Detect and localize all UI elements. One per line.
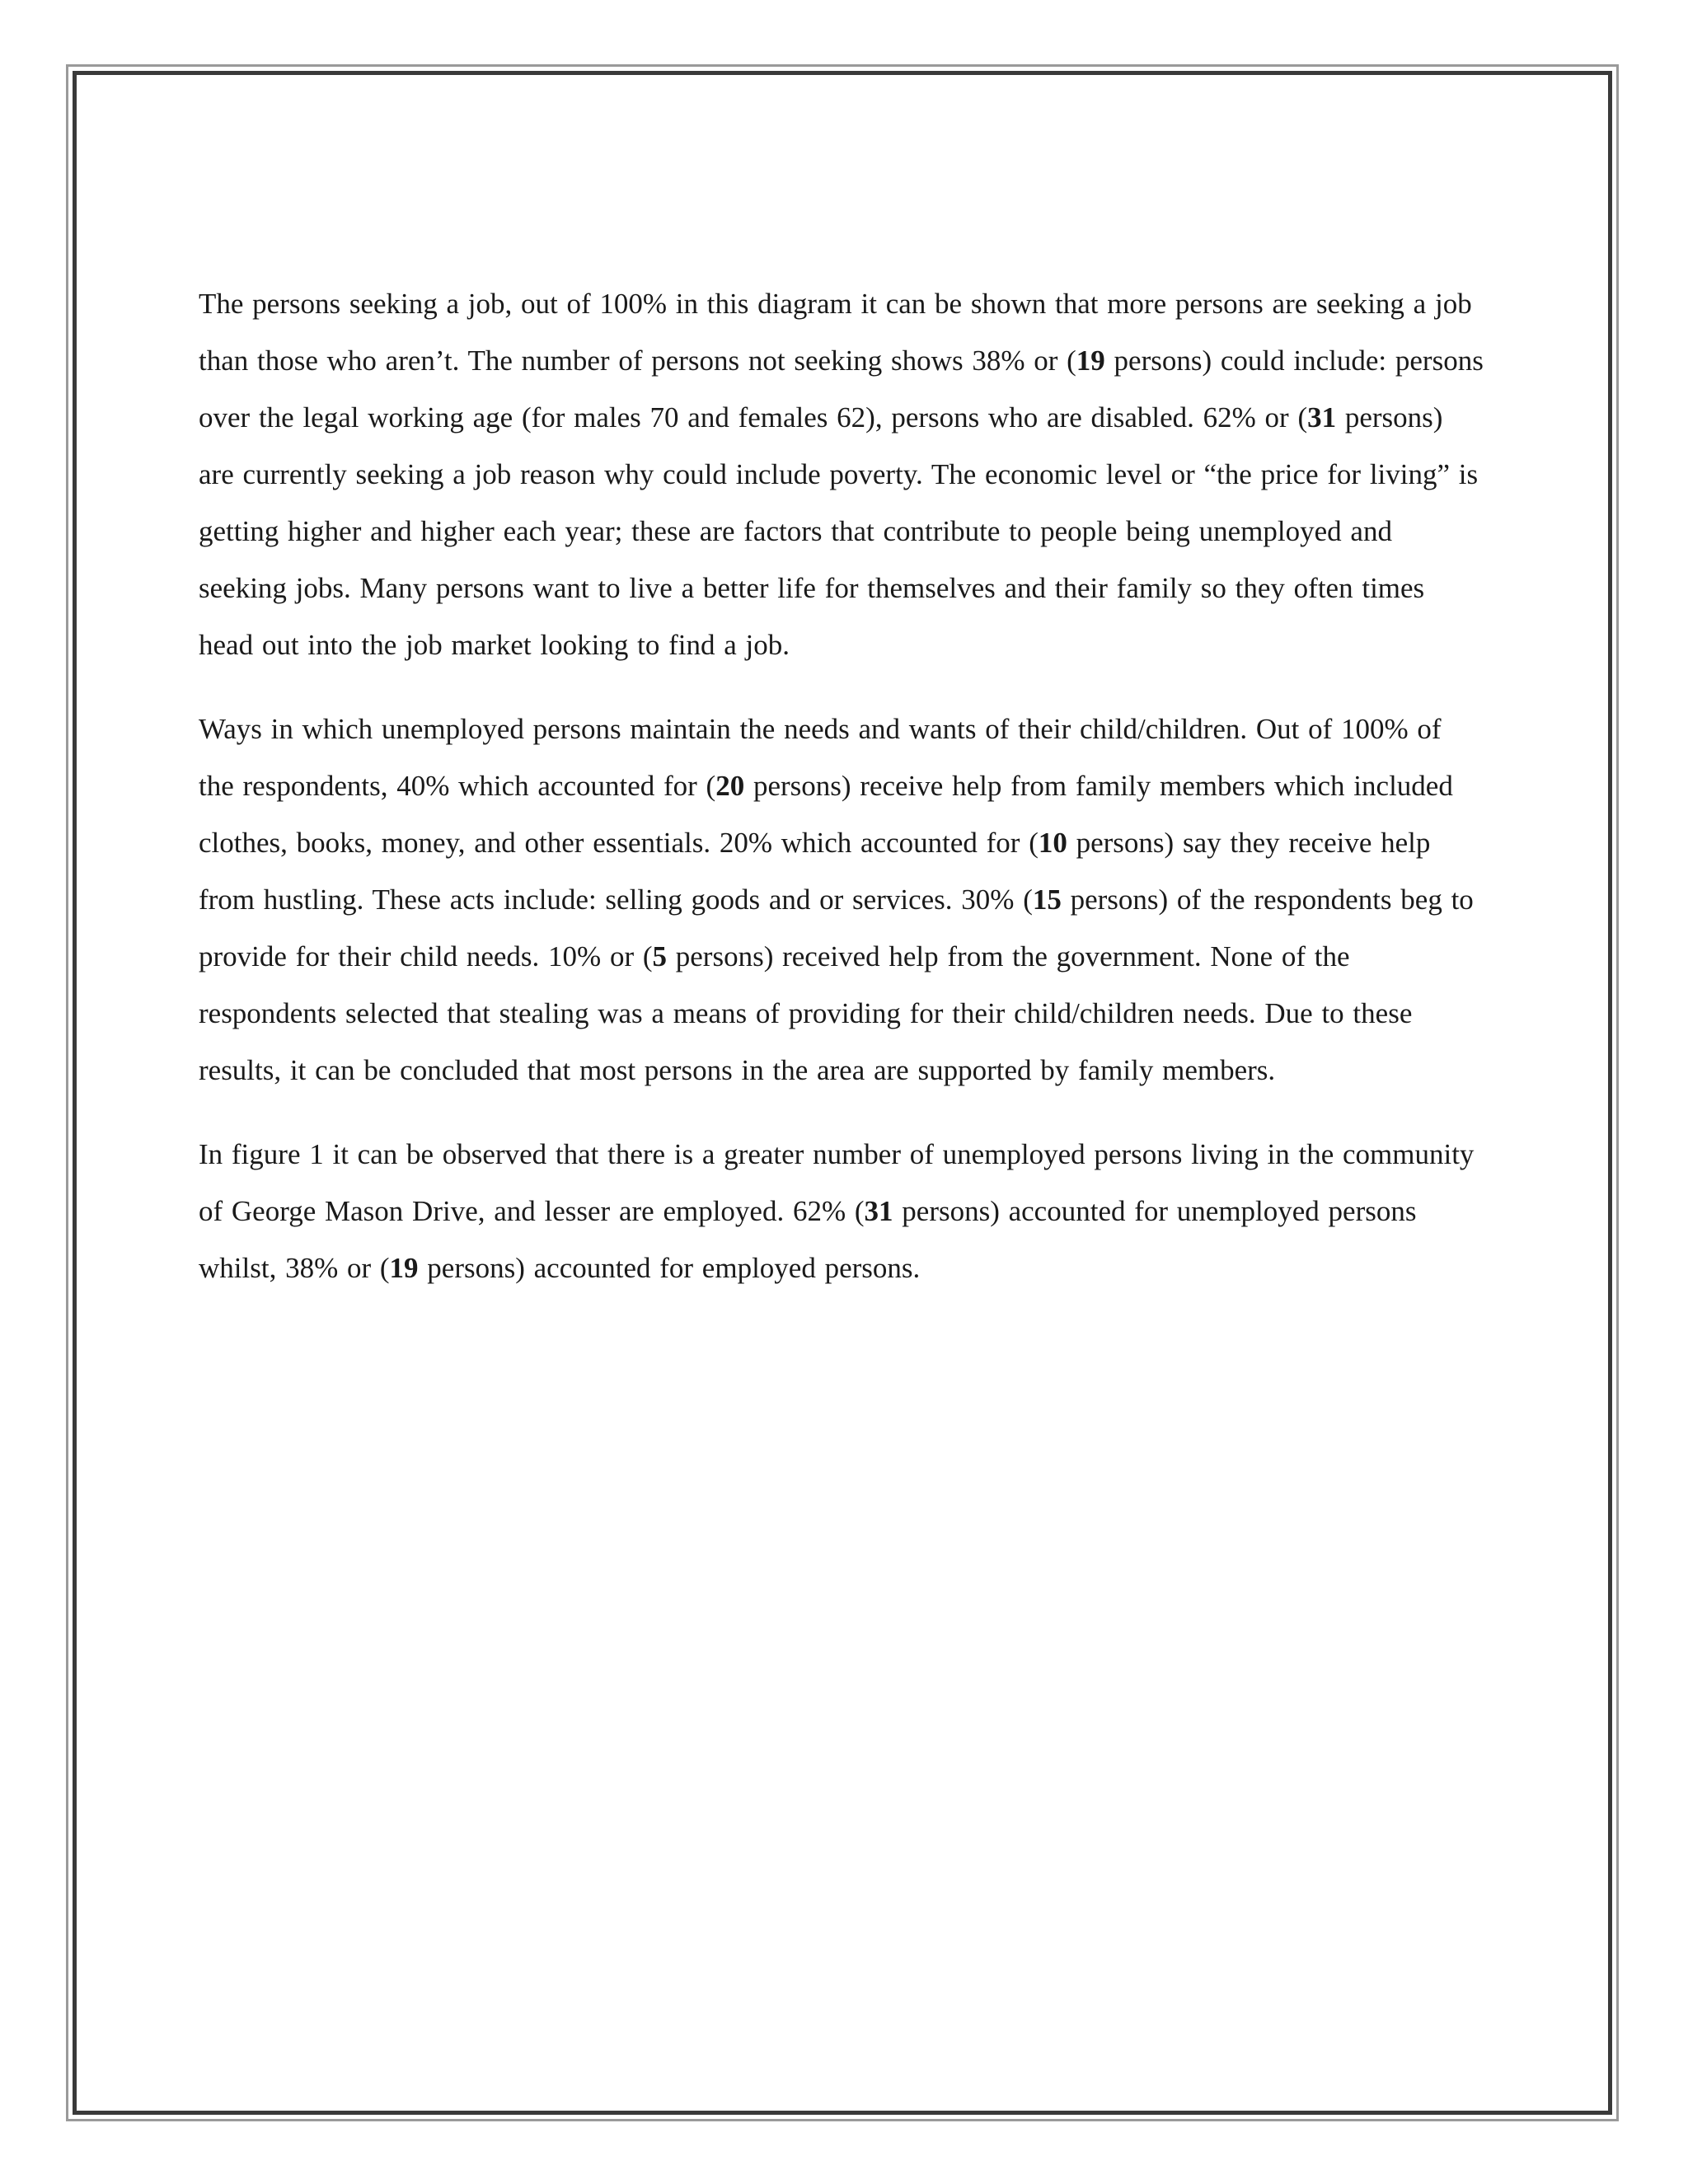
text-segment: persons) receive help from family members which included clothes, books, money, and other essentials. 20% which accounted for ( [199, 770, 1453, 859]
paragraph-figure-1 [199, 1126, 1484, 1296]
paragraph-job-seeking [199, 275, 1484, 673]
text-segment: persons) accounted for employed persons. [418, 1252, 921, 1284]
text-segment: persons) of the respondents beg to provide for their child needs. 10% or ( [199, 883, 1474, 972]
text-segment: The persons seeking a job, out of 100% in this diagram it can be shown that more persons are seeking a job than those who aren’t. The number of persons not seeking shows 38% or ( [199, 288, 1472, 377]
bold-count: 19 [389, 1252, 419, 1284]
bold-count: 31 [1307, 401, 1337, 434]
bold-count: 20 [715, 770, 745, 802]
text-segment: persons) received help from the government. None of the respondents selected that stealing was a means of providing for their child/children needs. Due to these results, it can be concluded that most persons in the area are supported by family members. [199, 940, 1413, 1086]
text-segment: persons) are currently seeking a job reason why could include poverty. The economic level or “the price for living” is getting higher and higher each year; these are factors that contribute to people being unemployed and seeking jobs. Many persons want to live a better life for themselves and their family so they often times head out into the job market looking to find a job. [199, 401, 1479, 661]
bold-count: 19 [1076, 344, 1105, 377]
bold-count: 10 [1038, 827, 1067, 859]
text-segment: persons) say they receive help from hustling. These acts include: selling goods and or services. 30% ( [199, 827, 1431, 916]
document-body [199, 275, 1484, 1324]
text-segment: In figure 1 it can be observed that there is a greater number of unemployed persons living in the community of George Mason Drive, and lesser are employed. 62% ( [199, 1138, 1475, 1227]
paragraph-child-needs [199, 701, 1484, 1099]
text-segment: persons) could include: persons over the legal working age (for males 70 and females 62), persons who are disabled. 62% or ( [199, 344, 1484, 434]
text-segment: persons) accounted for unemployed persons whilst, 38% or ( [199, 1195, 1417, 1284]
text-segment: Ways in which unemployed persons maintain the needs and wants of their child/children. Out of 100% of the respondents, 40% which accounted for ( [199, 713, 1442, 802]
bold-count: 5 [652, 940, 668, 972]
bold-count: 31 [864, 1195, 893, 1227]
bold-count: 15 [1032, 883, 1062, 916]
